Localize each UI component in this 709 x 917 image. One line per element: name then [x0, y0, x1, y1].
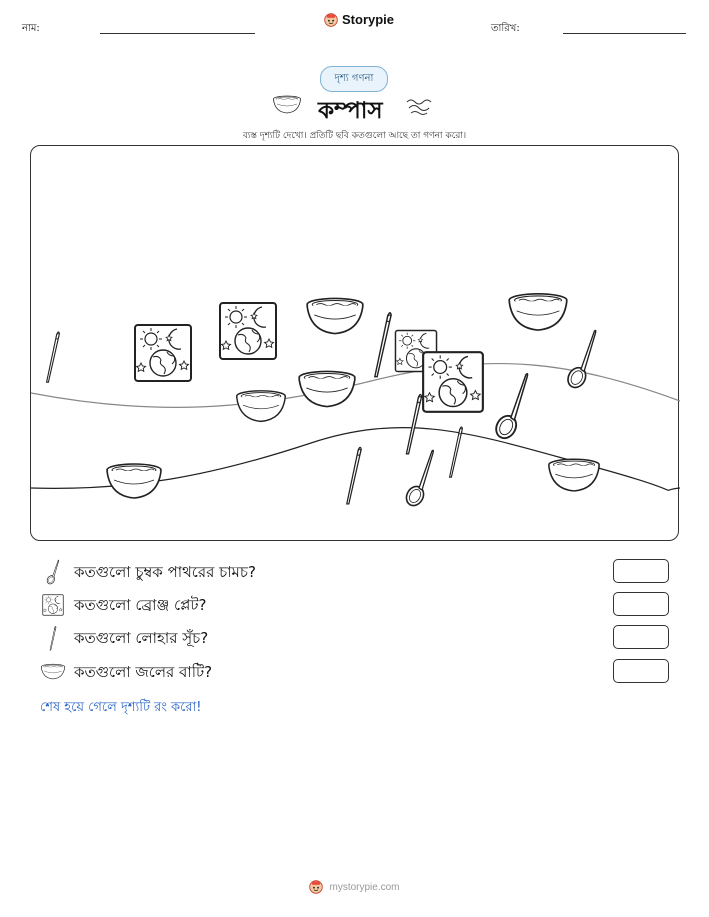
date-label: তারিখ:: [491, 23, 520, 34]
needle-item: [450, 427, 463, 477]
finish-instruction: শেষ হয়ে গেলে দৃশ্যটি রং করো!: [40, 700, 202, 715]
search-scene: [30, 145, 679, 541]
page-title: কম্পাস: [318, 98, 383, 124]
category-tag: দৃশ্য গণনা: [320, 66, 388, 92]
answer-box[interactable]: [613, 659, 669, 683]
date-field[interactable]: [563, 33, 686, 34]
brand-name: Storypie: [342, 12, 395, 27]
bowl-icon: [40, 659, 66, 685]
answer-box[interactable]: [613, 592, 669, 616]
brand-logo: [324, 12, 394, 27]
name-field[interactable]: [100, 33, 255, 34]
needle-item: [375, 313, 391, 377]
name-label: নাম:: [22, 23, 40, 34]
needle-item: [47, 332, 60, 382]
footer-url[interactable]: mystorypie.com: [329, 881, 400, 893]
answer-box[interactable]: [613, 559, 669, 583]
question-row: [40, 592, 670, 618]
instruction-text: ব্যস্ত দৃশ্যটি দেখো। প্রতিটি ছবি কতগুলো আছে তা গণনা করো।: [242, 131, 467, 141]
question-text: কতগুলো লোহার সূঁচ?: [74, 629, 209, 647]
question-text: কতগুলো জলের বাটি?: [74, 663, 213, 681]
spoon-item: [403, 450, 433, 508]
title-bowl-icon: [272, 95, 302, 115]
needle-item: [406, 394, 421, 453]
question-text: কতগুলো ব্রোঞ্জ প্লেট?: [74, 596, 207, 614]
bowl-item: [509, 294, 567, 330]
decorative-script-icon: [405, 96, 437, 116]
mascot-icon: [324, 13, 338, 27]
question-row: [40, 559, 670, 585]
spoon-item: [492, 374, 527, 442]
bowl-item: [307, 298, 363, 333]
spoon-item: [565, 330, 596, 390]
plate-item: [135, 325, 191, 381]
needle-icon: [40, 625, 66, 651]
needle-item: [347, 447, 362, 504]
bowl-item: [107, 464, 161, 498]
plate-icon: [40, 592, 66, 618]
plate-item: [423, 352, 483, 412]
mascot-icon: [309, 880, 323, 894]
plate-item: [220, 303, 276, 359]
question-row: [40, 625, 670, 651]
bowl-item: [549, 459, 599, 491]
bowl-item: [237, 391, 286, 422]
question-row: [40, 659, 670, 685]
answer-box[interactable]: [613, 625, 669, 649]
spoon-icon: [40, 559, 66, 585]
footer: [0, 880, 709, 894]
scene-drawing: [31, 146, 680, 542]
bowl-item: [299, 371, 355, 406]
question-text: কতগুলো চুম্বক পাথরের চামচ?: [74, 563, 256, 581]
